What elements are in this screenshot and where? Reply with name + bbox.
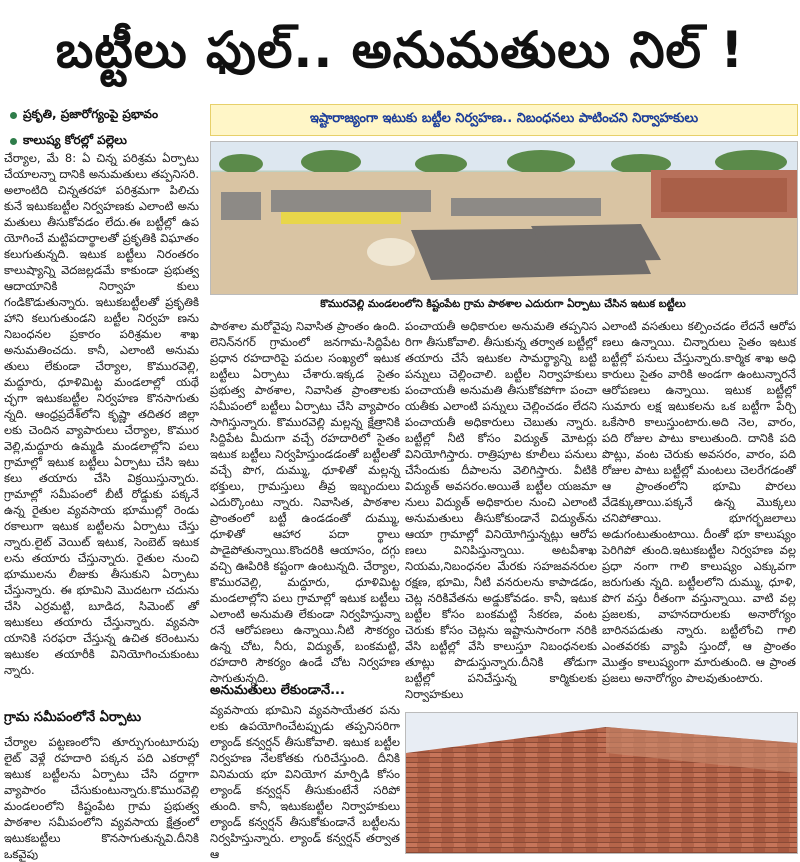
article-paragraph: వ్యవసాయ భూమిని వ్యవసాయేతర పను లకు ఉపయోగించేటప్పుడు తప్పనిసరిగా ల్యాండ్ కన్వర్షన్ తీసుకోవాలి. ఇటుక బట్టీల నిర్వహణ నేలకోతకు గురిచేస్తుంది. దీనికి వినిమయ భూ వినియోగ మార్పిడి కోసం ల్యాండ్ కన్వర్షన్ తీసుకుంటేనే సరిపో తుంది. కానీ, ఇటుకబట్టీల నిర్వాహకులు ల్యాండ్ కన్వర్షన్ తీసుకోకుండానే బట్టీలను నిర్వహిస్తున్నారు. ల్యాండ్ కన్వర్షన్ తర్వాత ఆ bbox=[210, 703, 400, 861]
bullet-dot-icon bbox=[10, 138, 17, 145]
section-heading-anumati: అనుమతులు లేకుండానే... bbox=[210, 683, 345, 698]
article-column-2 bbox=[210, 318, 400, 685]
brick-stack-photo bbox=[405, 712, 798, 854]
bullet-text: ప్రకృతి, ప్రజారోగ్యంపై ప్రభావం bbox=[23, 106, 159, 121]
article-paragraph: ఎలాంటి వసతులు కల్పించడం లేదనే ఆరోప ణలు ఉన్నాయి. చిన్నారులు సైతం ఇటుక బట్టీల్లో పనులు చేస్తున్నారు.కార్మిక శాఖ అధి కారులు సైతం వారికి అండగా ఉంటున్నారనే ఆరోపణలు ఉన్నాయి. ఇటుక బట్టీల్లో సుమారు లక్ష ఇటుకలను ఒక బట్టీగా పేర్చి ఒకేసారి కాలుస్తుంటారు.అది నెల, వారం, పది రోజుల పాటు కాలుతుంది. దానికి పది పొట్లు, వంట చెరుకు అవసరం, వారం, పది రోజుల పాటు బట్టీల్లో మంటలు చెలరేగడంతో ఆ ప్రాంతంలోని భూమి పొరలు వేడెక్కుతాయి.పక్కనే ఉన్న మొక్కలు చనిపోతాయి. భూగర్భజలాలు అడుగంటుతుంటాయి. దీంతో భూ కాలుష్యం పెరిగిపో తుంది.ఇటుకబట్టీల నిర్వహణ వల్ల ప్రధా నంగా గాలి కాలుష్యం ఎక్కువగా జరుగుతు న్నది. బట్టీలలోని దుమ్ము, ధూళి, పొగ వస్తు రీతంగా వస్తున్నాయి. వాటి వల్ల ప్రజలకు, వాహనదారులకు అనారోగ్యం బారినపడుతు న్నారు. బట్టీలోంచి గాలి ఎంతవరకు వ్యాపి స్తుందో, ఆ ప్రాంతం మొత్తం కాలుష్యంగా మారుతుంది. ఆ ప్రాంత ప్రజలు అనారోగ్యం పాలవుతుంటారు. bbox=[602, 319, 796, 685]
bullet-item bbox=[4, 104, 199, 126]
headline: బట్టీలు ఫుల్.. అనుమతులు నిల్ ! bbox=[55, 21, 745, 79]
article-column-1b bbox=[4, 734, 199, 861]
article-column-4 bbox=[602, 318, 796, 710]
article-column-1 bbox=[4, 150, 199, 706]
article-column-3 bbox=[405, 318, 597, 710]
article-paragraph: చేర్యాల పట్టణంలోని తూర్పుగుంటూరుపు లైట్ వెళ్లే రహదారి పక్కన పది ఎకరాల్లో ఇటుక బట్టీలను ఏర్పాటు చేసి దర్జాగా వ్యాపారం చేసుకుంటున్నారు.కొమురవెల్లి మండలంలోని కిష్టంపేట గ్రామ ప్రభుత్వ పాఠశాల సమీపంలోని వ్యవసాయ క్షేత్రంలో ఇటుకబట్టీలు కొనసాగుతున్నవి.దీనికి ఒకవైపు bbox=[4, 735, 199, 861]
bullet-text: కాలుష్య కోరల్లో పల్లెలు bbox=[23, 132, 127, 147]
article-column-2b bbox=[210, 702, 400, 861]
article-paragraph: పాఠశాల మరోవైపు నివాసిత ప్రాంతం ఉంది. లెనిన్‌నగర్ గ్రామంలో జనగామ-సిద్దిపేట ప్రధాన రహదారిపై పదుల సంఖ్యలో ఇటుక బట్టీలు ఏర్పాటు చేశారు.ఇక్కడ సైతం ప్రభుత్వ పాఠశాల, నివాసిత ప్రాంతాలకు సమీపంలో బట్టీలు ఏర్పాటు చేసి వ్యాపారం సాగిస్తున్నారు. కొమురవెల్లి మల్లన్న క్షేత్రానికి సిద్దిపేట మీదుగా వచ్చే రహదారిలో సైతం ఇటుక బట్టీలు నిర్వహిస్తుండడంతో బట్టీలతో వచ్చే పొగ, దుమ్ము, ధూళితో మల్లన్న భక్తులు, గ్రామస్తులు తీవ్ర ఇబ్బందులు ఎదుర్కొంటు న్నారు. నివాసిత, పాఠశాల ప్రాంతంలో బట్టీ ఉండడంతో దుమ్ము, ధూళితో ఆహార పదా ర్థాలు పాడైపోతున్నాయి.కొందరికి ఆయాసం, దగ్గు వచ్చి ఊపిరికి కష్టంగా ఉంటున్నది. చేర్యాల, కొమురవెల్లి, మద్దూరు, ధూళిమిట్ట మండలాల్లోని పలు గ్రామాల్లో ఇటుక బట్టీలు ఎలాంటి అనుమతి లేకుండా నిర్వహిస్తున్నా రనే ఆరోపణలు ఉన్నాయి.నీటి సౌకర్యం ఉన్న చోట, నీరు, విద్యుత్, బంకమట్టి, రహదారి సౌకర్యం ఉండే చోట నిర్వహణ సాగుతున్నది. bbox=[210, 319, 400, 685]
article-paragraph: పంచాయతీ అధికారుల అనుమతి తప్పనిస రిగా తీసుకోవాలి. తీసుకున్న తర్వాత బట్టీల్లో తయారు చేసే ఇటుకల సామర్థ్యాన్ని బట్టి పన్నులు చెల్లించాలి. బట్టీల నిర్వాహకులు పంచాయతీ అనుమతి తీసుకోకపోగా పంచా యతీకు ఎలాంటి పన్నులు చెల్లించడం లేదని పంచాయతీ అధికారులు చెబుతు న్నారు. బట్టీల్లో నీటి కోసం విద్యుత్ మోటర్లు వినియోగిస్తారు. రాత్రిపూట కూలీలు పనులు చేసేందుకు దీపాలను వెలిగిస్తారు. వీటికి విద్యుత్ అవసరం.అయితే బట్టీల యజమా నులు విద్యుత్ అధికారుల నుంచి ఎలాంటి అనుమతులు తీసుకోకుండానే విద్యుత్‌ను ఆయా గ్రామాల్లో వినియోగిస్తున్నట్లు ఆరోప ణలు వినిపిస్తున్నాయి. అటవీశాఖ నియమ,నిబంధనల మేరకు సహజవనరుల రక్షణ, భూమి, నీటి వనరులను కాపాడడం, చెట్ల నరికివేతను అడ్డుకోవడం. కానీ, ఇటుక బట్టీల కోసం బంకమట్టి సేకరణ, వంట చెరుకు కోసం చెట్లను ఇష్టానుసారంగా నరికి వేసి బట్టీల్లో వేసి కాలుస్తూ నిబంధనలకు తూట్లు పొడుస్తున్నారు.దీనికి తోడుగా బట్టీల్లో పనిచేస్తున్న కార్మికులకు నిర్వాహకులు bbox=[405, 319, 597, 701]
photo1-caption: కొమురవెల్లి మండలంలోని కిష్టంపేట గ్రామ పాఠశాల ఎదురుగా ఏర్పాటు చేసిన ఇటుక బట్టీలు bbox=[320, 298, 686, 310]
subheadline: ఇష్టారాజ్యంగా ఇటుకు బట్టీల నిర్వహణ.. నిబంధనలు పాటించని నిర్వాహకులు bbox=[210, 104, 798, 136]
bullet-list bbox=[4, 104, 199, 156]
section-heading-grama: గ్రామ సమీపంలోనే ఏర్పాటు bbox=[4, 710, 142, 725]
bullet-item bbox=[4, 130, 199, 152]
article-paragraph: చేర్యాల, మే 8: ఏ చిన్న పరిశ్రమ ఏర్పాటు చేయాలన్నా దానికి అనుమతులు తప్పనిసరి. అలాంటిది చిన్నతరహా పరిశ్రమగా పిలిచు కునే ఇటుకబట్టీల నిర్వహణకు ఎలాంటి అను మతులు తీసుకోవడం లేదు.ఈ బట్టీల్లో ఉప యోగించే మట్టిపదార్థాలతో ప్రకృతికి విఘాతం కలుగుతున్నది. ఇటుక బట్టీలు నిరంతరం కాలుష్యాన్ని వెదజల్లడమే కాకుండా ప్రభుత్వ ఆదాయానికి నిర్వాహ కులు గండికొడుతున్నారు. ఇటుకబట్టీలతో ప్రకృతికి హాని కలుగుతుండని బట్టీల నిర్వహ ణను నిబంధనల ప్రకారం పరిశ్రమల శాఖ అనుమతించదు. కానీ, ఎలాంటి అనుమ తులు లేకుండా చేర్యాల, కొమురవెల్లి, మద్దూరు, ధూళిమిట్ట మండలాల్లో యథే చ్ఛగా ఇటుకబట్టీల నిర్వహణ కొనసాగుతు న్నది. ఆంధ్రప్రదేశ్‌లోని కృష్ణా తదితర జిల్లా లకు చెందిన వ్యాపారులు చేర్యాల, కొముర వెల్లి,మద్దూరు ఉమ్మడి మండలాల్లోని పలు గ్రామాల్లో ఇటుక బట్టీలు ఏర్పాటు చేసి ఇటు కలు తయారు చేసి విక్రయిస్తున్నారు. గ్రామాల్లో సమీపంలో బీటీ రోడ్డుకు పక్కనే ఉన్న రైతుల వ్యవసాయ భూముల్లో రెండు రకాలుగా ఇటుక బట్టీలను ఏర్పాటు చేస్తు న్నారు.లైట్ వెయిట్ ఇటుక, సెంబెట్ ఇటుక లను తయారు చేస్తున్నారు. రైతుల నుంచి భూములను లీజుకు తీసుకుని ఏర్పాటు చేస్తున్నారు. ఈ భూమిని మొదటగా చదును చేసి ఎర్రమట్టి, బూడిద, సిమెంట్ తో ఇటుకలు తయారు చేస్తున్నారు. వ్యవసా యానికి సరఫరా చేస్తున్న ఉచిత కరెంటును ఇటుకల తయారీకి వినియోగించుకుంటు న్నారు. bbox=[4, 151, 199, 677]
bullet-dot-icon bbox=[10, 112, 17, 119]
brick-kiln-field-photo bbox=[210, 141, 798, 295]
